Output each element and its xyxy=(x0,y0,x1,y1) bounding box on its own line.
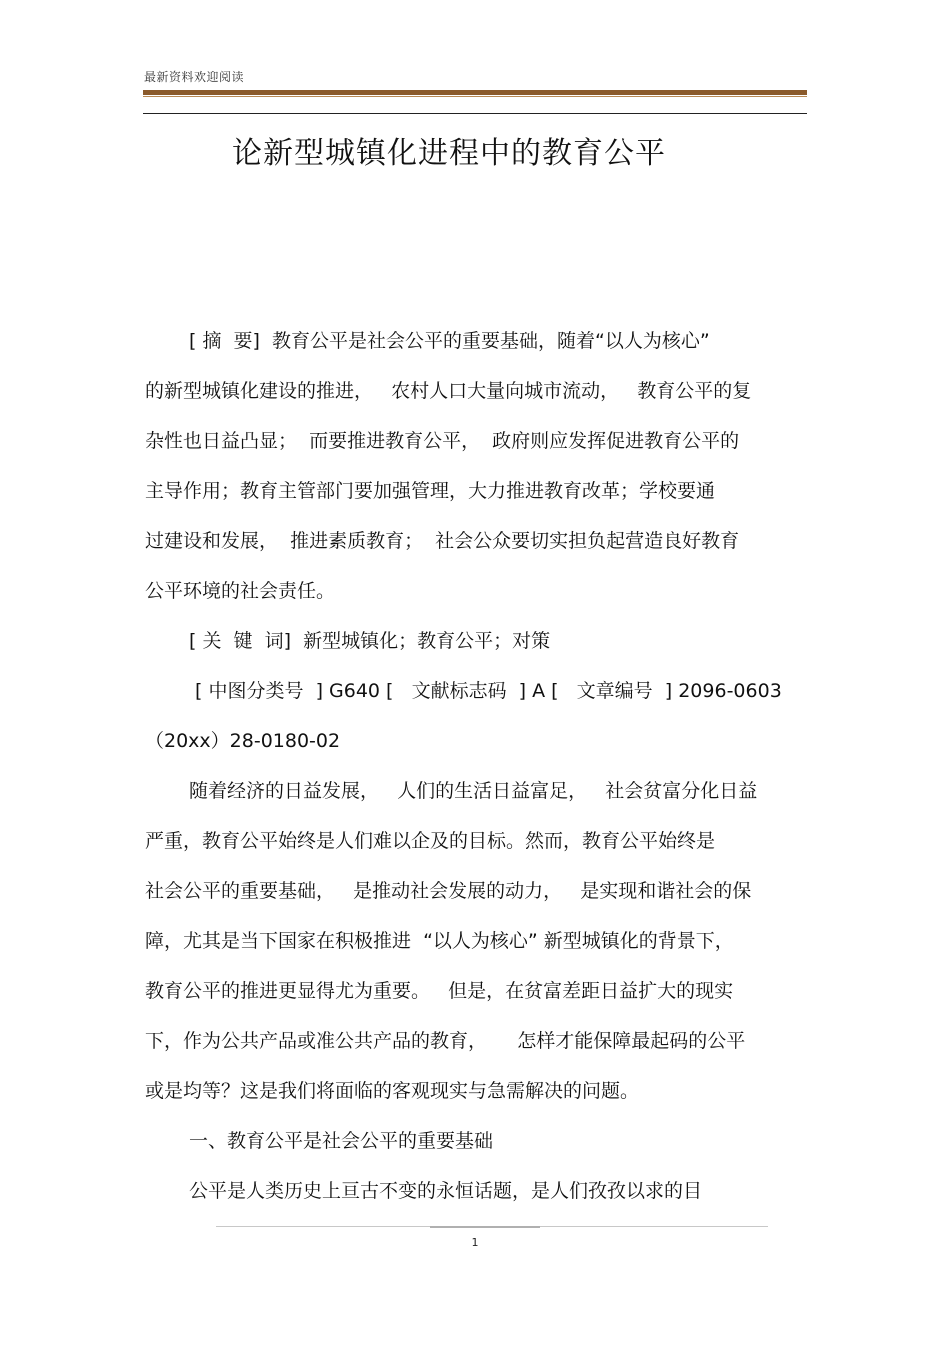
header-rule-accent xyxy=(143,96,807,97)
page-number: 1 xyxy=(471,1236,479,1249)
paragraph-line: 社会公平的重要基础， 是推动社会发展的动力， 是实现和谐社会的保 xyxy=(145,880,752,902)
abstract-line-5: 过建设和发展， 推进素质教育； 社会公众要切实担负起营造良好教育 xyxy=(145,530,740,552)
section-heading: 一、教育公平是社会公平的重要基础 xyxy=(189,1130,494,1152)
document-body xyxy=(145,324,800,1224)
paragraph-line: 严重，教育公平始终是人们难以企及的目标。然而，教育公平始终是 xyxy=(145,830,716,852)
paragraph-line: 随着经济的日益发展， 人们的生活日益富足， 社会贫富分化日益 xyxy=(189,780,758,802)
paragraph-line: 下，作为公共产品或准公共产品的教育， 怎样才能保障最起码的公平 xyxy=(145,1030,746,1052)
abstract-line-4: 主导作用；教育主管部门要加强管理，大力推进教育改革；学校要通 xyxy=(145,480,716,502)
paragraph-line: 或是均等？这是我们将面临的客观现实与急需解决的问题。 xyxy=(145,1080,640,1102)
abstract-line-6: 公平环境的社会责任。 xyxy=(145,580,336,602)
paragraph-line: 障，尤其是当下国家在积极推进 “以人为核心” 新型城镇化的背景下， xyxy=(145,930,734,952)
keywords-line: [ 关 键 词] 新型城镇化；教育公平；对策 xyxy=(189,630,551,652)
header-label: 最新资料欢迎阅读 xyxy=(144,70,245,84)
header-rule xyxy=(143,90,807,95)
document-title: 论新型城镇化进程中的教育公平 xyxy=(232,136,666,171)
footer-rule-accent xyxy=(430,1226,540,1228)
abstract-line-2: 的新型城镇化建设的推进， 农村人口大量向城市流动， 教育公平的复 xyxy=(145,380,752,402)
classification-line-1: [ 中图分类号 ] G640 [ 文献标志码 ] A [ 文章编号 ] 2096-0603 xyxy=(189,680,782,702)
paragraph-line: 公平是人类历史上亘古不变的永恒话题，是人们孜孜以求的目 xyxy=(189,1180,703,1202)
abstract-line-1: [ 摘 要] 教育公平是社会公平的重要基础，随着“以人为核心” xyxy=(189,330,710,352)
title-rule xyxy=(143,113,807,114)
classification-line-2: （20xx）28-0180-02 xyxy=(145,730,341,752)
paragraph-line: 教育公平的推进更显得尤为重要。 但是，在贫富差距日益扩大的现实 xyxy=(145,980,734,1002)
abstract-line-3: 杂性也日益凸显； 而要推进教育公平， 政府则应发挥促进教育公平的 xyxy=(145,430,740,452)
